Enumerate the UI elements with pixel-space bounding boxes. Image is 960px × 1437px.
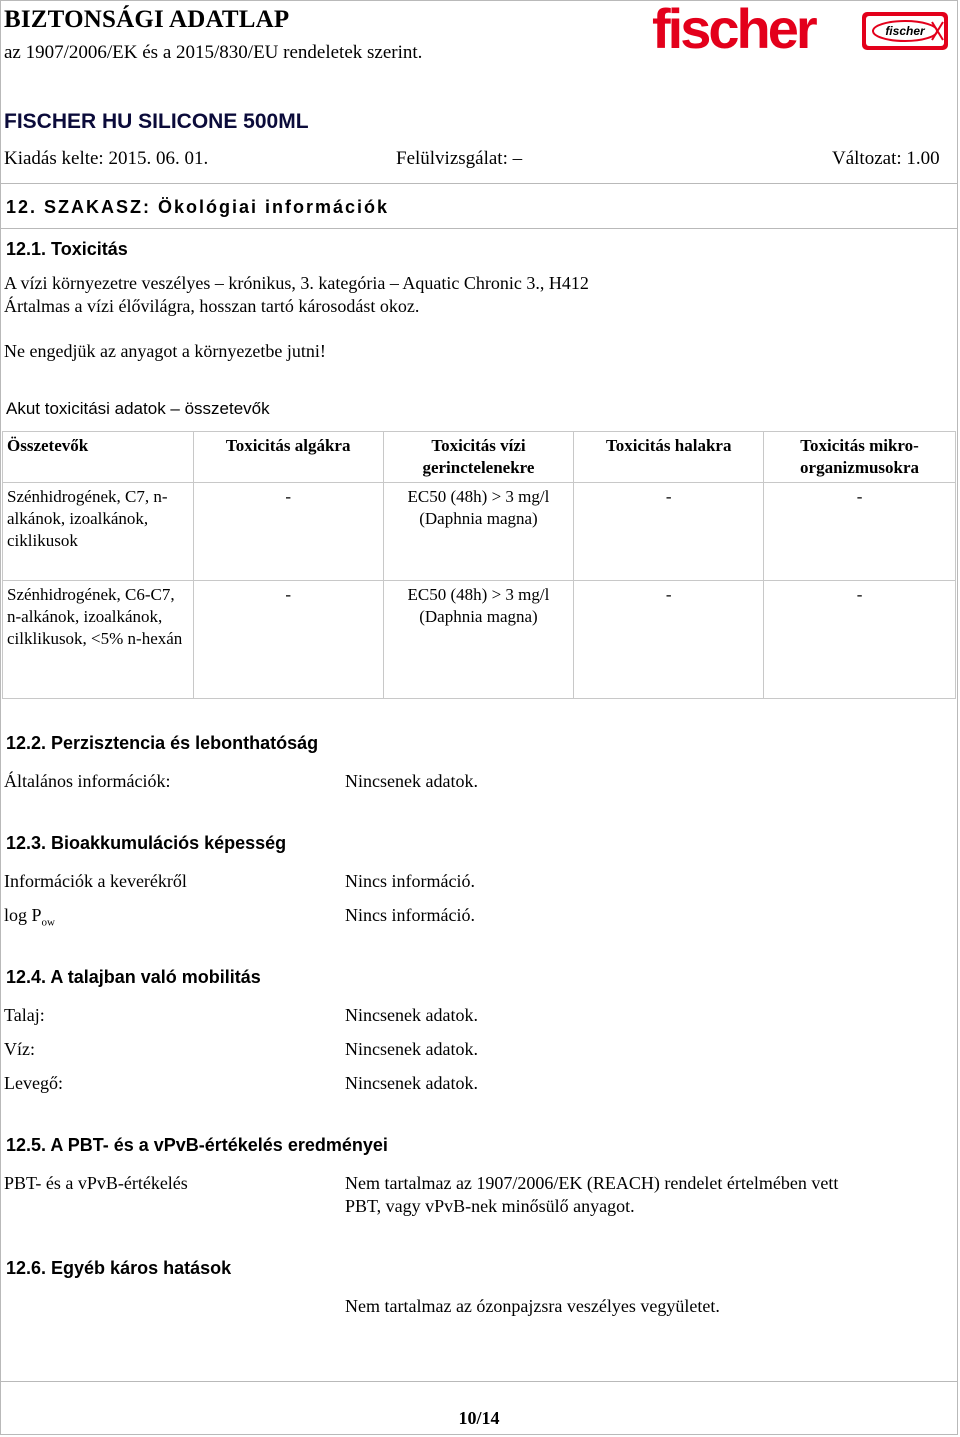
product-name: FISCHER HU SILICONE 500ML [4,110,309,133]
fischer-logo [652,4,952,54]
mixture-info-value: Nincs információ. [345,871,475,891]
precaution-statement: Ne engedjük az anyagot a környezetbe jutni! [4,341,326,361]
table-cell: Szénhidrogének, C6-C7, n-alkánok, izoalkánok, cilklikusok, <5% n-hexán [3,581,194,699]
log-pow-value: Nincs információ. [345,905,475,925]
heading-12-2: 12.2. Perzisztencia és lebonthatóság [6,733,319,753]
log-pow-label [4,905,55,929]
general-info-value: Nincsenek adatok. [345,771,478,791]
toxicity-table [2,431,956,699]
table-row [3,581,956,699]
revision-date: Felülvizsgálat: – [396,148,523,169]
version: Változat: 1.00 [832,148,940,169]
soil-label: Talaj: [4,1005,45,1025]
mixture-info-label: Információk a keverékről [4,871,187,891]
header-divider [0,183,958,184]
pbt-label: PBT- és a vPvB-értékelés [4,1173,188,1193]
soil-value: Nincsenek adatok. [345,1005,478,1025]
hazard-statement: Ártalmas a vízi élővilágra, hosszan tartó károsodást okoz. [4,296,420,316]
other-effects-value: Nem tartalmaz az ózonpajzsra veszélyes vegyületet. [345,1296,720,1316]
table-cell: - [193,483,383,581]
heading-12-5: 12.5. A PBT- és a vPvB-értékelés eredményei [6,1135,388,1155]
table-row [3,483,956,581]
table-cell: - [574,483,764,581]
water-value: Nincsenek adatok. [345,1039,478,1059]
water-label: Víz: [4,1039,35,1059]
section-title: 12. SZAKASZ: Ökológiai információk [6,197,390,217]
table-cell: - [574,581,764,699]
svg-text:fischer: fischer [885,24,925,38]
hazard-classification: A vízi környezetre veszélyes – krónikus, 3. kategória – Aquatic Chronic 3., H412 [4,273,589,293]
document-title: BIZTONSÁGI ADATLAP [4,6,290,33]
acute-toxicity-heading: Akut toxicitási adatok – összetevők [6,399,270,418]
document-subtitle: az 1907/2006/EK és a 2015/830/EU rendeletek szerint. [4,42,423,63]
air-value: Nincsenek adatok. [345,1073,478,1093]
table-cell: Szénhidrogének, C7, n-alkánok, izoalkánok, ciklikusok [3,483,194,581]
air-label: Levegő: [4,1073,63,1093]
heading-12-1: 12.1. Toxicitás [6,239,128,259]
table-cell: - [764,581,956,699]
pbt-value-line2: PBT, vagy vPvB-nek minősülő anyagot. [345,1196,635,1216]
col-header-fish: Toxicitás halakra [574,432,764,483]
table-cell: - [764,483,956,581]
page-number: 10/14 [458,1408,500,1428]
svg-text:fischer: fischer [652,4,815,54]
section-divider [0,228,958,229]
footer-divider [0,1381,958,1382]
heading-12-3: 12.3. Bioakkumulációs képesség [6,833,287,853]
col-header-invertebrates: Toxicitás vízi gerinctelenekre [383,432,574,483]
log-pow-sub: ow [41,916,55,929]
table-cell: EC50 (48h) > 3 mg/l (Daphnia magna) [383,483,574,581]
col-header-microorganisms: Toxicitás mikro-organizmusokra [764,432,956,483]
col-header-components: Összetevők [3,432,194,483]
pbt-value-line1: Nem tartalmaz az 1907/2006/EK (REACH) rendelet értelmében vett [345,1173,839,1193]
heading-12-6: 12.6. Egyéb káros hatások [6,1258,232,1278]
table-cell: - [193,581,383,699]
issue-date: Kiadás kelte: 2015. 06. 01. [4,148,209,169]
table-cell: EC50 (48h) > 3 mg/l (Daphnia magna) [383,581,574,699]
col-header-algae: Toxicitás algákra [193,432,383,483]
table-header-row [3,432,956,483]
general-info-label: Általános információk: [4,771,171,791]
log-pow-main: log P [4,905,42,925]
heading-12-4: 12.4. A talajban való mobilitás [6,967,261,987]
